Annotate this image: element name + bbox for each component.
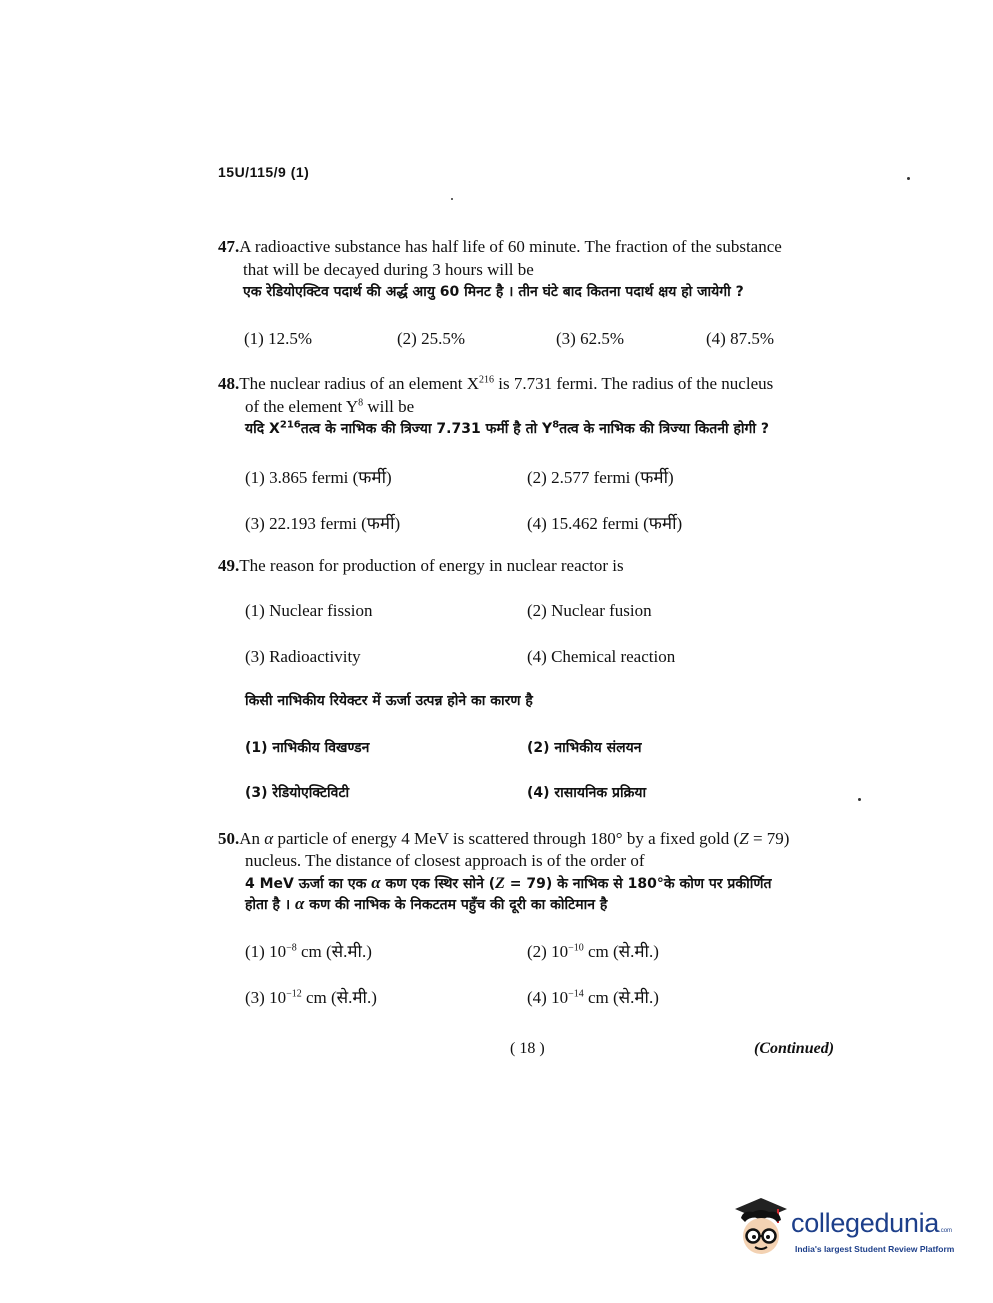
option-3-en: (3) Radioactivity <box>245 647 361 666</box>
question-number: 50. <box>218 829 240 848</box>
option-3: (3) $10^{-12}$ cm (से.मी.) <box>245 988 377 1007</box>
question-number: 49. <box>218 556 240 575</box>
option-1: (1) $10^{-8}$ cm (से.मी.) <box>245 942 372 961</box>
superscript: 216 <box>279 419 301 431</box>
option-2: (2) $10^{-10}$ cm (से.मी.) <box>527 942 659 961</box>
option-1: (1) 3.865 fermi (फर्मी) <box>245 468 392 487</box>
question-text-hi: कण की नाभिक के निकटतम पहुँच की दूरी का कोटिमान है <box>304 897 608 913</box>
question-number: 47. <box>218 237 240 256</box>
question-text-en: particle of energy 4 MeV is scattered through 180° by a fixed gold ( <box>273 829 740 848</box>
option-4-hi: (4) रासायनिक प्रक्रिया <box>527 785 647 801</box>
scan-speck <box>451 198 453 200</box>
question-text-en: is 7.731 fermi. The radius of the nucleus <box>494 374 774 393</box>
question-text-hi: तत्व के नाभिक की त्रिज्या कितनी होगी ? <box>559 421 770 437</box>
scan-speck <box>907 177 910 180</box>
question-text-hi: 4 MeV ऊर्जा का एक <box>245 876 372 892</box>
option-4: (4) $10^{-14}$ cm (से.मी.) <box>527 988 659 1007</box>
option-1-hi: (1) नाभिकीय विखण्डन <box>245 740 370 756</box>
option-1: (1) 12.5% <box>244 329 312 348</box>
option-2: (2) 2.577 fermi (फर्मी) <box>527 468 674 487</box>
question-text-hi: एक रेडियोएक्टिव पदार्थ की अर्द्ध आयु 60 मिनट है । तीन घंटे बाद कितना पदार्थ क्षय हो जायेगी ? <box>243 284 744 300</box>
option-3-hi: (3) रेडियोएक्टिविटी <box>245 785 350 801</box>
brand-tagline: India's largest Student Review Platform <box>795 1244 955 1254</box>
alpha-symbol: α <box>371 873 381 892</box>
option-3: (3) 22.193 fermi (फर्मी) <box>245 514 401 533</box>
question-text-en: nucleus. The distance of closest approach is of the order of <box>245 851 645 870</box>
question-text-en: An <box>239 829 265 848</box>
option-1-en: (1) Nuclear fission <box>245 601 373 620</box>
superscript: 8 <box>358 397 364 409</box>
question-text-hi: = 79) के नाभिक से 180°के कोण पर प्रकीर्णित <box>504 876 772 892</box>
option-4: (4) 87.5% <box>706 329 774 348</box>
superscript: 216 <box>479 374 495 386</box>
page-number: ( 18 ) <box>510 1040 545 1057</box>
question-text-en: The nuclear radius of an element X <box>239 374 480 393</box>
option-4: (4) 15.462 fermi (फर्मी) <box>527 514 683 533</box>
z-symbol: Z <box>739 829 749 848</box>
question-text-en: that will be decayed during 3 hours will be <box>243 260 534 279</box>
option-4-en: (4) Chemical reaction <box>527 647 676 666</box>
z-symbol: Z <box>495 875 505 892</box>
option-2-hi: (2) नाभिकीय संलयन <box>527 740 642 756</box>
question-text-hi: होता है । <box>245 897 296 913</box>
question-text-en: will be <box>363 397 415 416</box>
question-number: 48. <box>218 374 240 393</box>
question-text-en: The reason for production of energy in nuclear reactor is <box>239 556 624 575</box>
option-2-en: (2) Nuclear fusion <box>527 601 652 620</box>
brand-name: collegedunia <box>791 1208 940 1238</box>
question-text-hi: किसी नाभिकीय रियेक्टर में ऊर्जा उत्पन्न होने का कारण है <box>245 693 533 709</box>
question-text-hi: कण एक स्थिर सोने ( <box>380 876 496 892</box>
alpha-symbol: α <box>295 894 305 913</box>
question-text-en: of the element Y <box>245 397 359 416</box>
question-text-en: = 79) <box>748 829 790 848</box>
question-text-en: A radioactive substance has half life of 60 minute. The fraction of the substance <box>239 237 782 256</box>
paper-code: 15U/115/9 (1) <box>218 164 310 180</box>
alpha-symbol: α <box>264 829 274 848</box>
superscript: 8 <box>552 419 560 431</box>
mascot-icon <box>733 1196 789 1262</box>
question-text-hi: तत्व के नाभिक की त्रिज्या 7.731 फर्मी है तो Y <box>300 421 553 437</box>
continued-label: (Continued) <box>754 1040 835 1057</box>
brand-domain: .com <box>939 1228 953 1234</box>
scan-speck <box>858 798 861 801</box>
question-text-hi: यदि X <box>245 421 280 437</box>
option-3: (3) 62.5% <box>556 329 624 348</box>
option-2: (2) 25.5% <box>397 329 465 348</box>
